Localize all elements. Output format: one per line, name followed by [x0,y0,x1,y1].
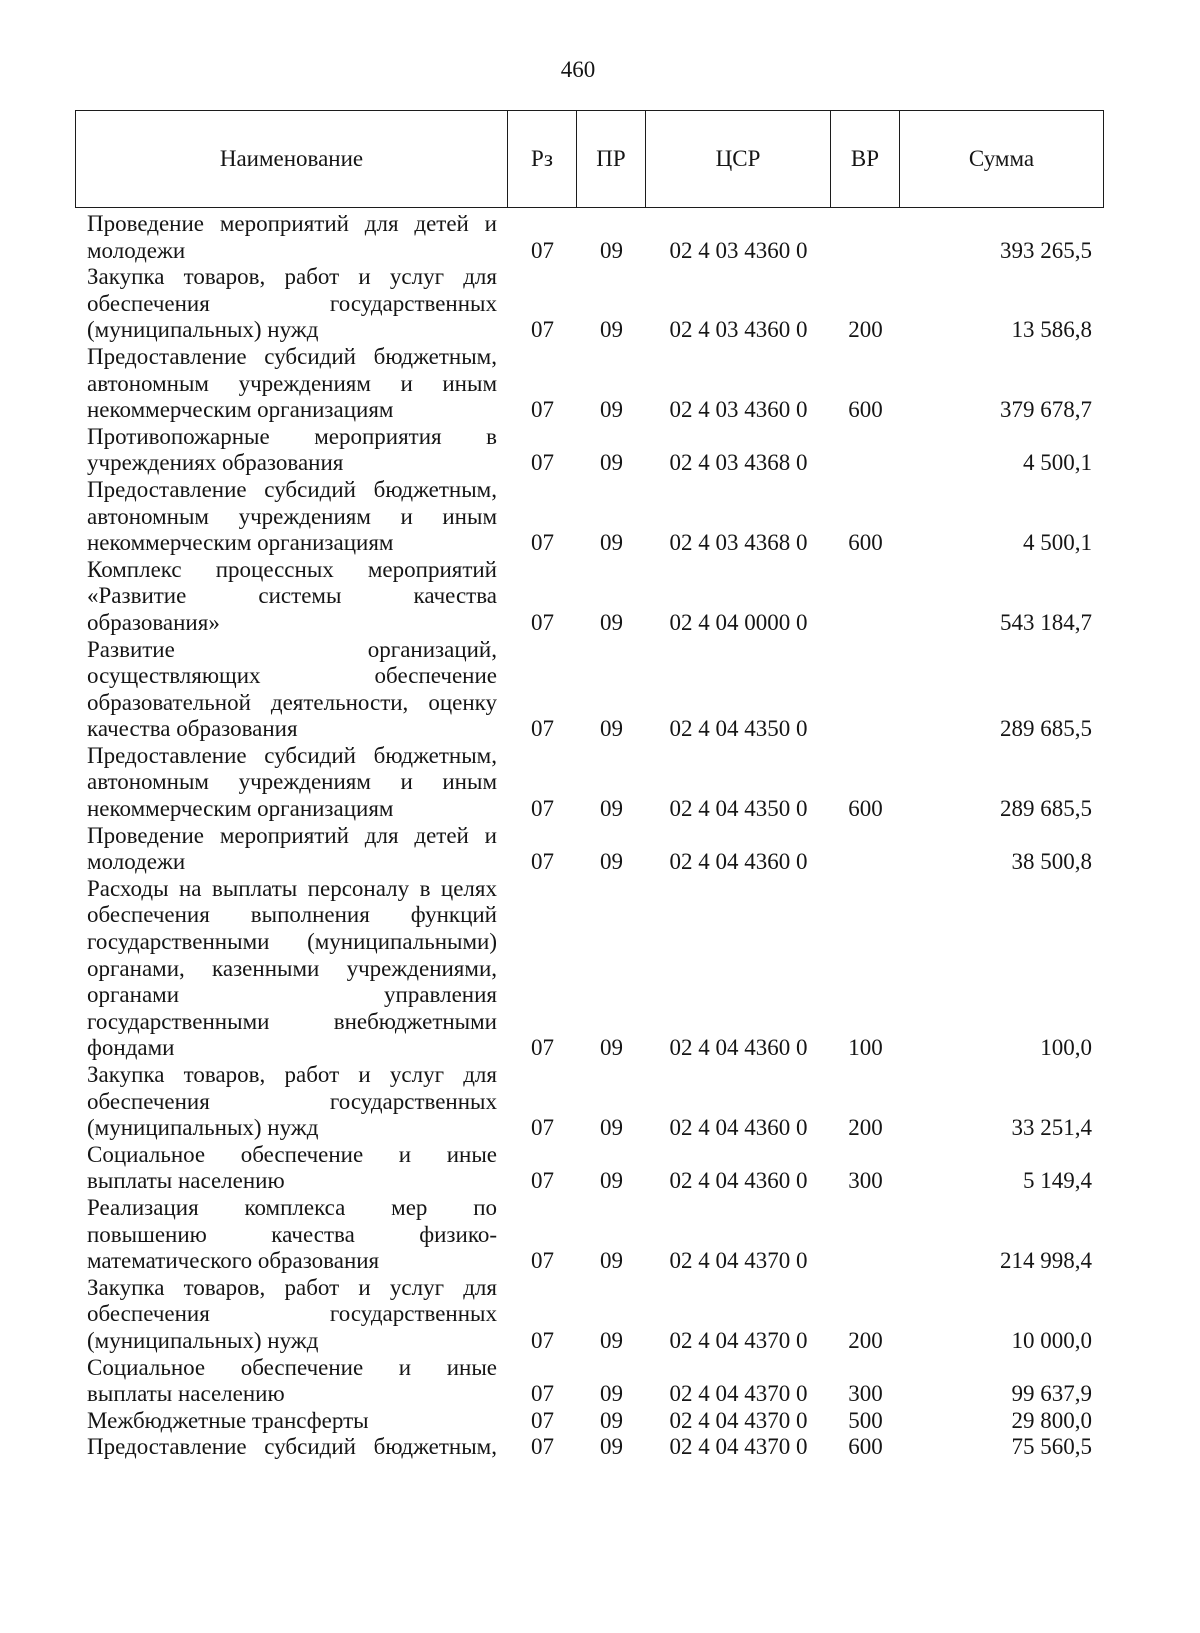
table-row [75,557,1104,637]
table-row [75,1434,1104,1461]
row-sum-value: 393 265,5 [1000,237,1092,263]
header-vr: ВР [831,111,900,207]
row-rz-code: 07 [531,530,554,556]
row-name-cell [75,1275,508,1355]
row-vr-code [831,636,900,637]
row-sum-value: 29 800,0 [1011,1407,1092,1433]
row-sum-value: 100,0 [1040,1035,1092,1061]
row-csr-code: 02 4 03 4360 0 [669,397,808,423]
table-row [75,1355,1104,1408]
row-name-line: органами, казенными учреждениями, [87,955,497,981]
row-rz-code: 07 [531,1434,554,1460]
row-csr-code: 02 4 04 4370 0 [669,1407,808,1433]
table-body [75,211,1104,1461]
table-row [75,344,1104,424]
row-name-cell [75,1142,508,1195]
row-pr-code: 09 [600,716,623,742]
row-pr-code: 09 [600,1168,623,1194]
row-csr-code: 02 4 04 4370 0 [669,1248,808,1274]
row-name-line: автономным учреждениям и иным [87,769,497,795]
table-row [75,1062,1104,1142]
row-name-line: автономным учреждениям и иным [87,503,497,529]
row-csr-code: 02 4 04 4370 0 [669,1327,808,1353]
row-rz-code: 07 [531,796,554,822]
row-rz-code: 07 [531,450,554,476]
row-name-line: Комплекс процессных мероприятий [87,556,497,582]
row-vr-code: 200 [848,317,883,343]
row-vr-code: 500 [848,1407,883,1433]
row-sum-value: 75 560,5 [1011,1434,1092,1460]
row-name-line: Межбюджетные трансферты [87,1407,369,1433]
row-vr-code: 300 [848,1168,883,1194]
row-name-cell [75,344,508,424]
row-name-line: осуществляющих обеспечение [87,663,497,689]
row-name-line: выплаты населению [87,1168,285,1194]
row-pr-code: 09 [600,1407,623,1433]
row-name-cell [75,876,508,1062]
row-sum-value: 10 000,0 [1011,1327,1092,1353]
row-name-line: качества образования [87,716,298,742]
table-row [75,823,1104,876]
row-vr-code: 100 [848,1035,883,1061]
row-vr-code: 600 [848,796,883,822]
row-csr-code: 02 4 04 0000 0 [669,609,808,635]
row-name-cell [75,557,508,637]
row-name-line: обеспечения государственных [87,290,497,316]
row-name-cell [75,743,508,823]
table-row [75,743,1104,823]
row-pr-code: 09 [600,317,623,343]
row-pr-code: 09 [600,1035,623,1061]
row-rz-code: 07 [531,1248,554,1274]
row-pr-code: 09 [600,397,623,423]
row-csr-code: 02 4 03 4368 0 [669,450,808,476]
row-pr-code: 09 [600,1327,623,1353]
row-pr-code: 09 [600,849,623,875]
row-name-line: Предоставление субсидий бюджетным, [87,742,497,768]
row-sum-value: 4 500,1 [1023,530,1092,556]
row-sum-value: 13 586,8 [1011,317,1092,343]
row-name-cell [75,823,508,876]
row-sum-value: 5 149,4 [1023,1168,1092,1194]
row-name-line: Проведение мероприятий для детей и [87,211,497,236]
page-number: 460 [560,57,596,82]
row-name-line: органами управления [87,982,497,1008]
row-name-line: Предоставление субсидий бюджетным, [87,343,497,369]
row-rz-code: 07 [531,716,554,742]
row-name-line: Предоставление субсидий бюджетным, [87,1434,497,1460]
row-vr-code: 600 [848,530,883,556]
row-name-cell [75,1062,508,1142]
row-name-line: некоммерческим организациям [87,397,394,423]
row-name-line: государственными (муниципальными) [87,929,497,955]
table-row [75,1195,1104,1275]
row-sum-value: 379 678,7 [1000,397,1092,423]
row-name-line: фондами [87,1035,175,1061]
table-row [75,876,1104,1062]
row-name-cell [75,477,508,557]
row-csr-code: 02 4 04 4360 0 [669,849,808,875]
row-pr-code: 09 [600,796,623,822]
row-name-line: Социальное обеспечение и иные [87,1354,497,1380]
row-csr-code: 02 4 04 4360 0 [669,1035,808,1061]
header-sum: Сумма [968,146,1035,171]
row-name-line: выплаты населению [87,1381,285,1407]
row-sum-value: 38 500,8 [1011,849,1092,875]
table-row [75,637,1104,743]
row-pr-code: 09 [600,237,623,263]
row-name-line: Развитие организаций, [87,636,497,662]
row-rz-code: 07 [531,397,554,423]
row-vr-code: 600 [848,1434,883,1460]
row-csr-code: 02 4 03 4360 0 [669,237,808,263]
row-rz-code: 07 [531,609,554,635]
header-pr: ПР [577,111,646,207]
row-vr-code [831,476,900,477]
row-sum-value: 99 637,9 [1011,1381,1092,1407]
row-vr-code: 200 [848,1327,883,1353]
row-pr-code: 09 [600,1434,623,1460]
table-row [75,1408,1104,1435]
row-name-line: образовательной деятельности, оценку [87,689,497,715]
row-rz-code: 07 [531,1168,554,1194]
row-name-cell [75,211,508,264]
table-row [75,1275,1104,1355]
row-name-line: молодежи [87,237,186,263]
table-row [75,477,1104,557]
row-vr-code [831,742,900,743]
row-name-cell [75,1355,508,1408]
row-rz-code: 07 [531,1035,554,1061]
row-name-line: молодежи [87,849,186,875]
row-sum-value: 33 251,4 [1011,1115,1092,1141]
table-row [75,264,1104,344]
row-name-line: некоммерческим организациям [87,796,394,822]
row-pr-code: 09 [600,530,623,556]
row-pr-code: 09 [600,1115,623,1141]
row-csr-code: 02 4 04 4370 0 [669,1434,808,1460]
row-name-cell [75,1195,508,1275]
row-rz-code: 07 [531,1327,554,1353]
row-name-line: Предоставление субсидий бюджетным, [87,476,497,502]
row-name-line: (муниципальных) нужд [87,317,319,343]
row-name-cell [75,424,508,477]
row-rz-code: 07 [531,317,554,343]
row-rz-code: 07 [531,1115,554,1141]
row-name-line: (муниципальных) нужд [87,1327,319,1353]
row-rz-code: 07 [531,237,554,263]
row-name-line: Проведение мероприятий для детей и [87,822,497,848]
row-name-line: Социальное обеспечение и иные [87,1141,497,1167]
header-csr: ЦСР [646,111,831,207]
row-pr-code: 09 [600,1381,623,1407]
row-name-line: образования» [87,609,220,635]
table-row [75,424,1104,477]
row-name-line: государственными внебюджетными [87,1008,497,1034]
row-sum-value: 543 184,7 [1000,609,1092,635]
row-name-line: Противопожарные мероприятия в [87,423,497,449]
row-vr-code: 600 [848,397,883,423]
row-name-cell [75,1408,508,1435]
header-name: Наименование [76,111,508,207]
row-vr-code [831,1274,900,1275]
row-vr-code [831,875,900,876]
row-csr-code: 02 4 04 4370 0 [669,1381,808,1407]
row-rz-code: 07 [531,1407,554,1433]
row-name-line: автономным учреждениям и иным [87,370,497,396]
row-name-line: Закупка товаров, работ и услуг для [87,1062,497,1087]
row-name-line: Реализация комплекса мер по [87,1194,497,1220]
row-name-line: повышению качества физико- [87,1221,497,1247]
row-vr-code: 200 [848,1115,883,1141]
row-name-cell [75,1434,508,1461]
row-name-line: Закупка товаров, работ и услуг для [87,1274,497,1300]
row-name-line: учреждениях образования [87,450,344,476]
table-header [75,110,1104,208]
row-name-line: математического образования [87,1248,380,1274]
row-csr-code: 02 4 04 4350 0 [669,796,808,822]
row-name-line: обеспечения выполнения функций [87,902,497,928]
row-name-cell [75,637,508,743]
table-row [75,211,1104,264]
row-vr-code: 300 [848,1381,883,1407]
header-rz: Рз [508,111,577,207]
row-vr-code [831,263,900,264]
row-csr-code: 02 4 03 4360 0 [669,317,808,343]
row-rz-code: 07 [531,849,554,875]
row-sum-value: 289 685,5 [1000,796,1092,822]
row-sum-value: 214 998,4 [1000,1248,1092,1274]
row-name-line: обеспечения государственных [87,1301,497,1327]
row-name-line: Расходы на выплаты персоналу в целях [87,875,497,901]
row-csr-code: 02 4 03 4368 0 [669,530,808,556]
row-sum-value: 289 685,5 [1000,716,1092,742]
row-pr-code: 09 [600,609,623,635]
row-name-line: Закупка товаров, работ и услуг для [87,264,497,290]
row-name-line: (муниципальных) нужд [87,1115,319,1141]
row-name-cell [75,264,508,344]
row-csr-code: 02 4 04 4350 0 [669,716,808,742]
row-csr-code: 02 4 04 4360 0 [669,1115,808,1141]
row-name-line: некоммерческим организациям [87,530,394,556]
row-name-line: обеспечения государственных [87,1088,497,1114]
row-sum-value: 4 500,1 [1023,450,1092,476]
table-row [75,1142,1104,1195]
row-pr-code: 09 [600,1248,623,1274]
row-name-line: «Развитие системы качества [87,583,497,609]
row-rz-code: 07 [531,1381,554,1407]
row-csr-code: 02 4 04 4360 0 [669,1168,808,1194]
row-pr-code: 09 [600,450,623,476]
